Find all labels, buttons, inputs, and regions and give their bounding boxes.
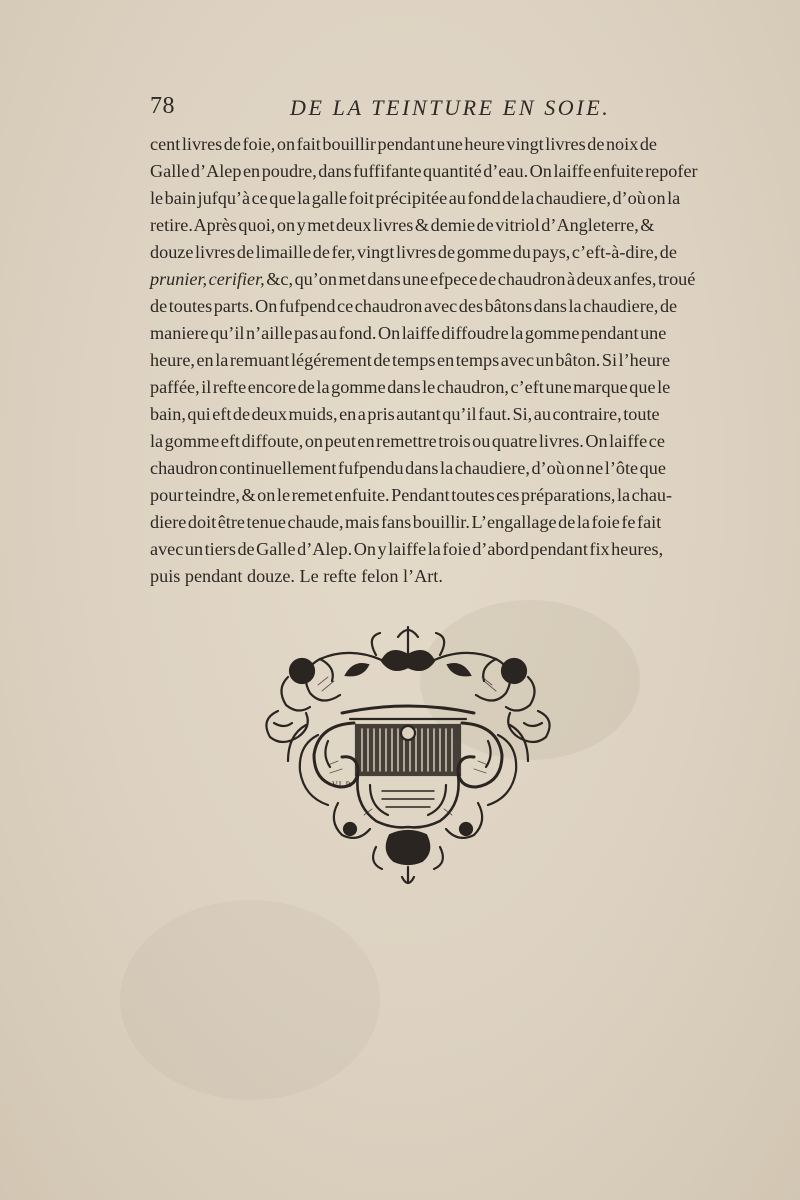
- running-head: DE LA TEINTURE EN SOIE.: [290, 95, 611, 120]
- text-segment: &c, qu’on met dans une efpece de chaudron à deux anfes, troué: [264, 269, 696, 289]
- page-number: 78: [150, 93, 175, 119]
- paper-stain: [120, 900, 380, 1100]
- ornament-initials: V.L.P.: [332, 780, 352, 789]
- italic-phrase: prunier, cerifier,: [150, 269, 265, 289]
- baroque-tailpiece-ornament-icon: [258, 615, 558, 915]
- book-page: 78 DE LA TEINTURE EN SOIE. cent livres de foie, on fait bouillir pendant une heure vingt livres de noix de Galle d’Alep en poudre, dans fuffifante quantité d’eau. On laiffe enfuite repofer le bain jufqu’à ce que la galle foit précipitée au fond de la chaudiere, d’où on la retire. Après quoi, on y met deux livres & demie de vitriol d’Angleterre, & douze livres de limaille de fer, vingt livres de gomme du pays, c’eft-à-dire, de prunier, cerifier, &c, qu’on met dans une efpece de chaudron à deux anfes, troué de toutes parts. On fufpend ce chaudron avec des bâtons dans la chaudiere, de maniere qu’il n’aille pas au fond. On laiffe diffoudre la gomme pendant une heure, en la remuant légérement de temps en temps avec un bâton. Si l’heure paffée, il refte encore de la gomme dans le chaudron, c’eft une marque que le bain, qui eft de deux muids, en a pris autant qu’il faut. Si, au contraire, toute la gomme eft diffoute, on peut en remettre trois ou quatre livres. On laiffe ce chaudron continuellement fufpendu dans la chaudiere, d’où on ne l’ôte que pour teindre, & on le remet enfuite. Pendant toutes ces préparations, la chau- diere doit être tenue chaude, mais fans bouillir. L’engallage de la foie fe fait avec un tiers de Galle d’Alep. On y laiffe la foie d’abord pendant fix heures, puis pendant douze. Le refte felon l’Art. V.L.P.: [0, 0, 800, 1200]
- page-header: [150, 93, 650, 125]
